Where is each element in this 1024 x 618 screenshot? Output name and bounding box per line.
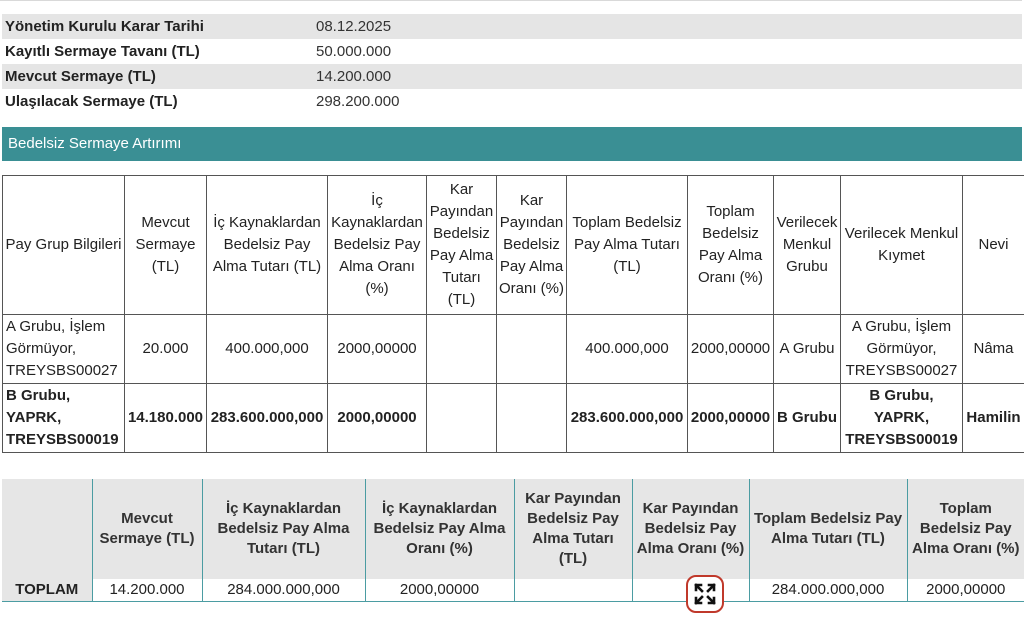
column-header: Kar Payından Bedelsiz Pay Alma Oranı (%) [497, 176, 567, 315]
info-value: 298.200.000 [316, 93, 400, 110]
info-label: Yönetim Kurulu Karar Tarihi [5, 18, 204, 35]
total-table [2, 479, 1024, 602]
top-divider [0, 0, 1022, 1]
column-header: Toplam Bedelsiz Pay Alma Oranı (%) [907, 479, 1024, 579]
column-header: İç Kaynaklardan Bedelsiz Pay Alma Oranı (%) [365, 479, 514, 579]
table-cell: A Grubu, İşlem Görmüyor, TREYSBS00027 [841, 315, 963, 384]
table-row [3, 384, 1024, 453]
table-cell: Hamilin [963, 384, 1024, 453]
table-cell: 2000,00000 [328, 384, 427, 453]
table-cell: B Grubu, YAPRK, TREYSBS00019 [841, 384, 963, 453]
table-cell: 2000,00000 [688, 384, 774, 453]
expand-button[interactable] [686, 575, 724, 613]
info-value: 08.12.2025 [316, 18, 392, 35]
detail-table [2, 175, 1024, 453]
table-cell: 283.600.000,000 [567, 384, 688, 453]
table-cell: Nâma [963, 315, 1024, 384]
section-header [2, 127, 1022, 161]
column-header: Toplam Bedelsiz Pay Alma Tutarı (TL) [749, 479, 907, 579]
column-header: İç Kaynaklardan Bedelsiz Pay Alma Oranı (%) [328, 176, 427, 315]
column-header: Toplam Bedelsiz Pay Alma Tutarı (TL) [567, 176, 688, 315]
table-cell: 284.000.000,000 [202, 579, 365, 602]
info-value: 14.200.000 [316, 68, 392, 85]
table-cell: 2000,00000 [328, 315, 427, 384]
column-header [2, 479, 92, 579]
info-row [2, 64, 1022, 89]
total-row [2, 579, 1024, 602]
table-cell: 283.600.000,000 [207, 384, 328, 453]
section-title: Bedelsiz Sermaye Artırımı [8, 135, 182, 152]
info-value: 50.000.000 [316, 43, 392, 60]
column-header: Mevcut Sermaye (TL) [92, 479, 202, 579]
column-header: Verilecek Menkul Grubu [774, 176, 841, 315]
info-summary [2, 14, 1022, 114]
info-label: Kayıtlı Sermaye Tavanı (TL) [5, 43, 200, 60]
table-cell [497, 315, 567, 384]
table-cell: 2000,00000 [688, 315, 774, 384]
column-header: Kar Payından Bedelsiz Pay Alma Tutarı (TL) [427, 176, 497, 315]
total-label: TOPLAM [2, 579, 92, 602]
info-row [2, 39, 1022, 64]
table-cell [514, 579, 632, 602]
table-cell: A Grubu, İşlem Görmüyor, TREYSBS00027 [3, 315, 125, 384]
column-header: İç Kaynaklardan Bedelsiz Pay Alma Tutarı (TL) [207, 176, 328, 315]
table-cell: 20.000 [125, 315, 207, 384]
info-label: Ulaşılacak Sermaye (TL) [5, 93, 178, 110]
table-cell: 284.000.000,000 [749, 579, 907, 602]
table-cell [427, 315, 497, 384]
table-cell: 14.180.000 [125, 384, 207, 453]
column-header: Mevcut Sermaye (TL) [125, 176, 207, 315]
column-header: Kar Payından Bedelsiz Pay Alma Oranı (%) [632, 479, 749, 579]
column-header: Kar Payından Bedelsiz Pay Alma Tutarı (TL) [514, 479, 632, 579]
column-header: Pay Grup Bilgileri [3, 176, 125, 315]
total-header-row [2, 479, 1024, 579]
table-cell: 400.000,000 [207, 315, 328, 384]
table-cell: 400.000,000 [567, 315, 688, 384]
column-header: İç Kaynaklardan Bedelsiz Pay Alma Tutarı (TL) [202, 479, 365, 579]
info-row [2, 89, 1022, 114]
column-header: Toplam Bedelsiz Pay Alma Oranı (%) [688, 176, 774, 315]
column-header: Nevi [963, 176, 1024, 315]
table-cell: B Grubu [774, 384, 841, 453]
table-row [3, 315, 1024, 384]
table-cell [427, 384, 497, 453]
info-row [2, 14, 1022, 39]
table-cell: 2000,00000 [365, 579, 514, 602]
table-cell: A Grubu [774, 315, 841, 384]
table-cell: B Grubu, YAPRK, TREYSBS00019 [3, 384, 125, 453]
expand-icon [693, 582, 717, 606]
info-label: Mevcut Sermaye (TL) [5, 68, 156, 85]
table-cell [497, 384, 567, 453]
detail-header-row [3, 176, 1024, 315]
table-cell: 14.200.000 [92, 579, 202, 602]
table-cell: 2000,00000 [907, 579, 1024, 602]
column-header: Verilecek Menkul Kıymet [841, 176, 963, 315]
